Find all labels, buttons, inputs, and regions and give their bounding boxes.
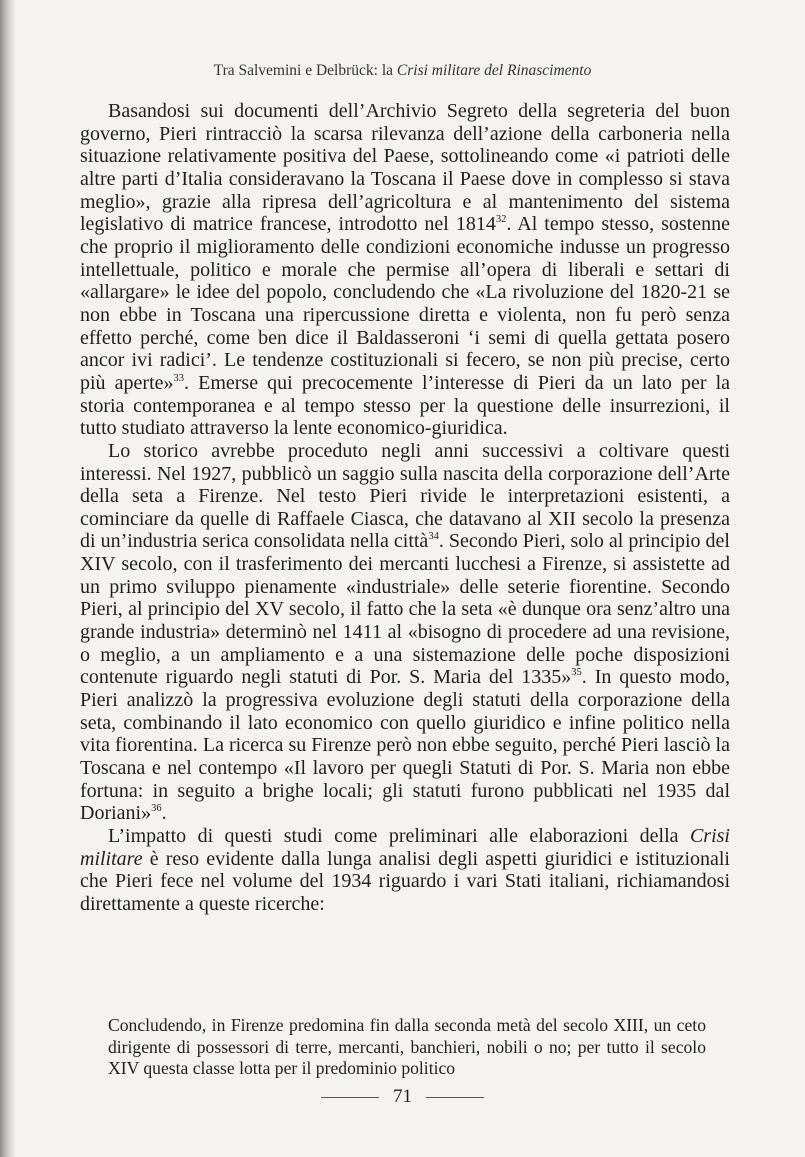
running-head [0, 62, 805, 80]
paragraph [80, 440, 730, 825]
text-run: . [161, 802, 167, 825]
text-run: . In questo modo, Pieri analizzò la progressiva evoluzione degli statuti della corporazione della seta, combinando il lato economico con quello giuridico e infine politico nella vita fiorentina. La ricerca su Firenze però non ebbe seguito, perché Pieri lasciò la Toscana e nel contempo «Il lavoro per quegli Statuti di Por. S. Maria non ebbe fortuna: in seguito a brighe locali; gli statuti furono pubblicati nel 1935 dal Doriani» [80, 666, 731, 825]
page-number: 71 [393, 1086, 412, 1107]
footnote-marker: 35 [571, 667, 582, 679]
italic-title: Crisi militare [80, 825, 730, 870]
text-run: Lo storico avrebbe proceduto negli anni successivi a coltivare questi interessi. Nel 1927, pubblicò un saggio sulla nascita della corporazione dell’Arte della seta a Firenze. Nel testo Pieri rivide le interpretazioni esistenti, a cominciare da quelle di Raffaele Ciasca, che datavano al XII secolo la presenza di un’industria serica consolidata nella città [80, 439, 730, 553]
body-text [80, 100, 730, 916]
footer-rule-left [321, 1097, 379, 1098]
text-run: Basandosi sui documenti dell’Archivio Segreto della segreteria del buon governo, Pieri rintracciò la scarsa rilevanza dell’azione della carboneria nella situazione relativamente positiva del Paese, sottolineando come «i patrioti delle altre parti d’Italia consideravano la Toscana il Paese dove in complesso si stava meglio», grazie alla ripresa dell’agricoltura e al mantenimento del sistema legislativo di matrice francese, introdotto nel 1814 [80, 100, 730, 236]
footnote-marker: 32 [495, 214, 507, 226]
text-run: L’impatto di questi studi come preliminari alle elaborazioni della [108, 825, 690, 847]
paragraph [80, 825, 730, 916]
text-run: . Emerse qui precocemente l’interesse di Pieri da un lato per la storia contemporanea e al tempo stesso per la questione delle insurrezioni, il tutto studiato attraverso la lente economico-giuridica. [80, 371, 731, 440]
footnote-marker: 36 [151, 803, 162, 815]
paragraph [80, 100, 730, 440]
running-head-text: Tra Salvemini e Delbrück: la [213, 62, 397, 79]
text-run: . Secondo Pieri, solo al principio del XIV secolo, con il trasferimento dei mercanti lucchesi a Firenze, si assistette ad un primo sviluppo pienamente «industriale» delle seterie fiorentine. Secondo Pieri, al principio del XV secolo, il fatto che la seta «è dunque ora senz’altro una grande industria» determinò nel 1411 al «bisogno di procedere ad una revisione, o meglio, a un ampliamento e a una sistemazione delle poche disposizioni contenute riguardo negli statuti di Por. S. Maria del 1335» [80, 530, 730, 689]
binding-shadow [0, 0, 16, 1157]
footer-rule-right [426, 1097, 484, 1098]
footnote-marker: 33 [173, 372, 185, 384]
block-quote: Concludendo, in Firenze predomina fin dalla seconda metà del secolo XIII, un ceto dirigente di possessori di terre, mercanti, banchieri, nobili o no; per tutto il secolo XIV questa classe lotta per il predominio politico [108, 1015, 706, 1079]
text-run: è reso evidente dalla lunga analisi degli aspetti giuridici e istituzionali che Pieri fece nel volume del 1934 riguardo i vari Stati italiani, richiamandosi direttamente a queste ricerche: [80, 847, 730, 915]
running-head-italic: Crisi militare del Rinascimento [396, 62, 592, 79]
page-footer [0, 1086, 805, 1108]
footnote-marker: 34 [428, 531, 439, 543]
text-run: . Al tempo stesso, sostenne che proprio il miglioramento delle condizioni economiche indusse un progresso intellettuale, politico e morale che permise all’opera di liberali e settari di «allargare» le idee del popolo, concludendo che «La rivoluzione del 1820-21 se non ebbe in Toscana una ripercussione diretta e violenta, non fu però senza effetto perché, come ben dice il Baldasseroni ‘i semi di quella gettata posero ancor ivi radici’. Le tendenze costituzionali si fecero, se non più precise, certo più aperte» [80, 213, 730, 394]
